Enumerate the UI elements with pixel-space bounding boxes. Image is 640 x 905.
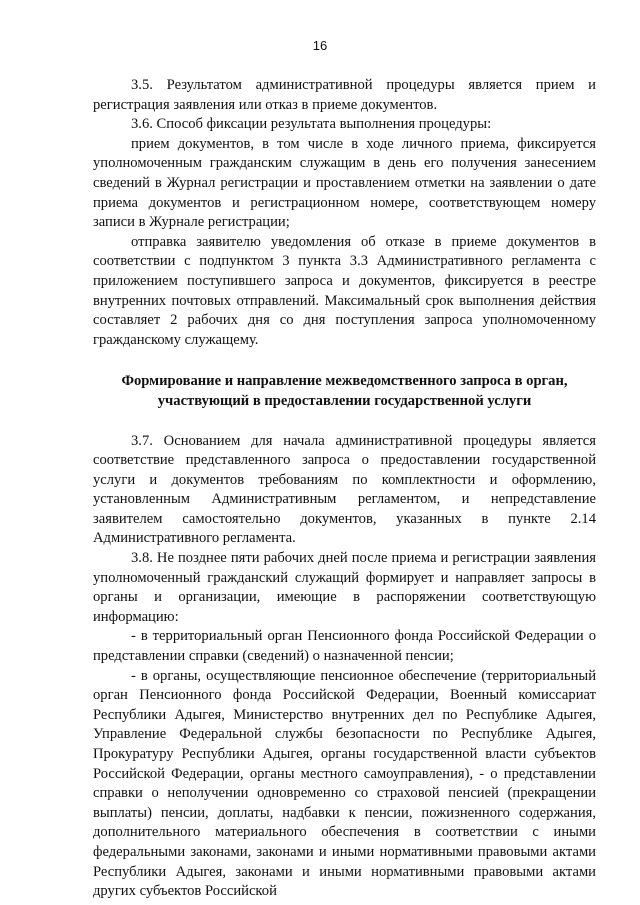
paragraph-receipt-fixation: прием документов, в том числе в ходе личного приема, фиксируется уполномоченным гражданским служащим в день его получения занесением сведений в Журнал регистрации и проставлением отметки на заявлении о дате приема документов и регистрационном номере, соответствующем номеру записи в Журнале регистрации; (93, 135, 596, 231)
paragraph-3-6: 3.6. Способ фиксации результата выполнения процедуры: (131, 116, 492, 133)
paragraph-pension-bodies-request: - в органы, осуществляющие пенсионное обеспечение (территориальный орган Пенсионного фонда Российской Федерации, Военный комиссариат Республики Адыгея, Министерство внутренних дел по Республике Адыгея, Управление Федеральной службы безопасности по Республике Адыгея, Прокуратуру Республики Адыгея, органы государственной власти субъектов Российской Федерации, органы местного самоуправления), - о представлении справки о неполучении одновременно со страховой пенсией (прекращении выплаты) пенсии, доплаты, надбавки к пенсии, пожизненного содержания, дополнительного материального обеспечения в соответствии с иными федеральными законами, законами и иными нормативными правовыми актами Республики Адыгея, законами и иными нормативными правовыми актами других субъектов Российской (93, 667, 596, 900)
paragraph-3-7: 3.7. Основанием для начала административной процедуры является соответствие представленного запроса о предоставлении государственной услуги и документов требованиям по комплектности и оформлению, установленным Административным регламентом, и непредставление заявителем самостоятельно документов, указанных в пункте 2.14 Административного регламента. (93, 432, 596, 547)
paragraph-pension-fund-request: - в территориальный орган Пенсионного фонда Российской Федерации о представлении справки (сведений) о назначенной пенсии; (93, 628, 596, 665)
document-body (93, 76, 596, 902)
section-heading: Формирование и направление межведомственного запроса в орган, участвующий в предоставлении государственной услуги (121, 373, 568, 409)
paragraph-refusal-notice: отправка заявителю уведомления об отказе в приеме документов в соответствии с подпунктом 3 пункта 3.3 Административного регламента с приложением поступившего запроса и документов, фиксируется в реестре внутренних почтовых отправлений. Максимальный срок выполнения действия составляет 2 рабочих дня со дня поступления запроса уполномоченному гражданскому служащему. (93, 233, 596, 348)
paragraph-3-5: 3.5. Результатом административной процедуры является прием и регистрация заявления или отказ в приеме документов. (93, 77, 596, 113)
paragraph-3-8: 3.8. Не позднее пяти рабочих дней после приема и регистрации заявления уполномоченный гражданский служащий формирует и направляет запросы в органы и организации, имеющие в распоряжении соответствующую информацию: (93, 550, 596, 625)
page-number: 16 (312, 38, 328, 53)
